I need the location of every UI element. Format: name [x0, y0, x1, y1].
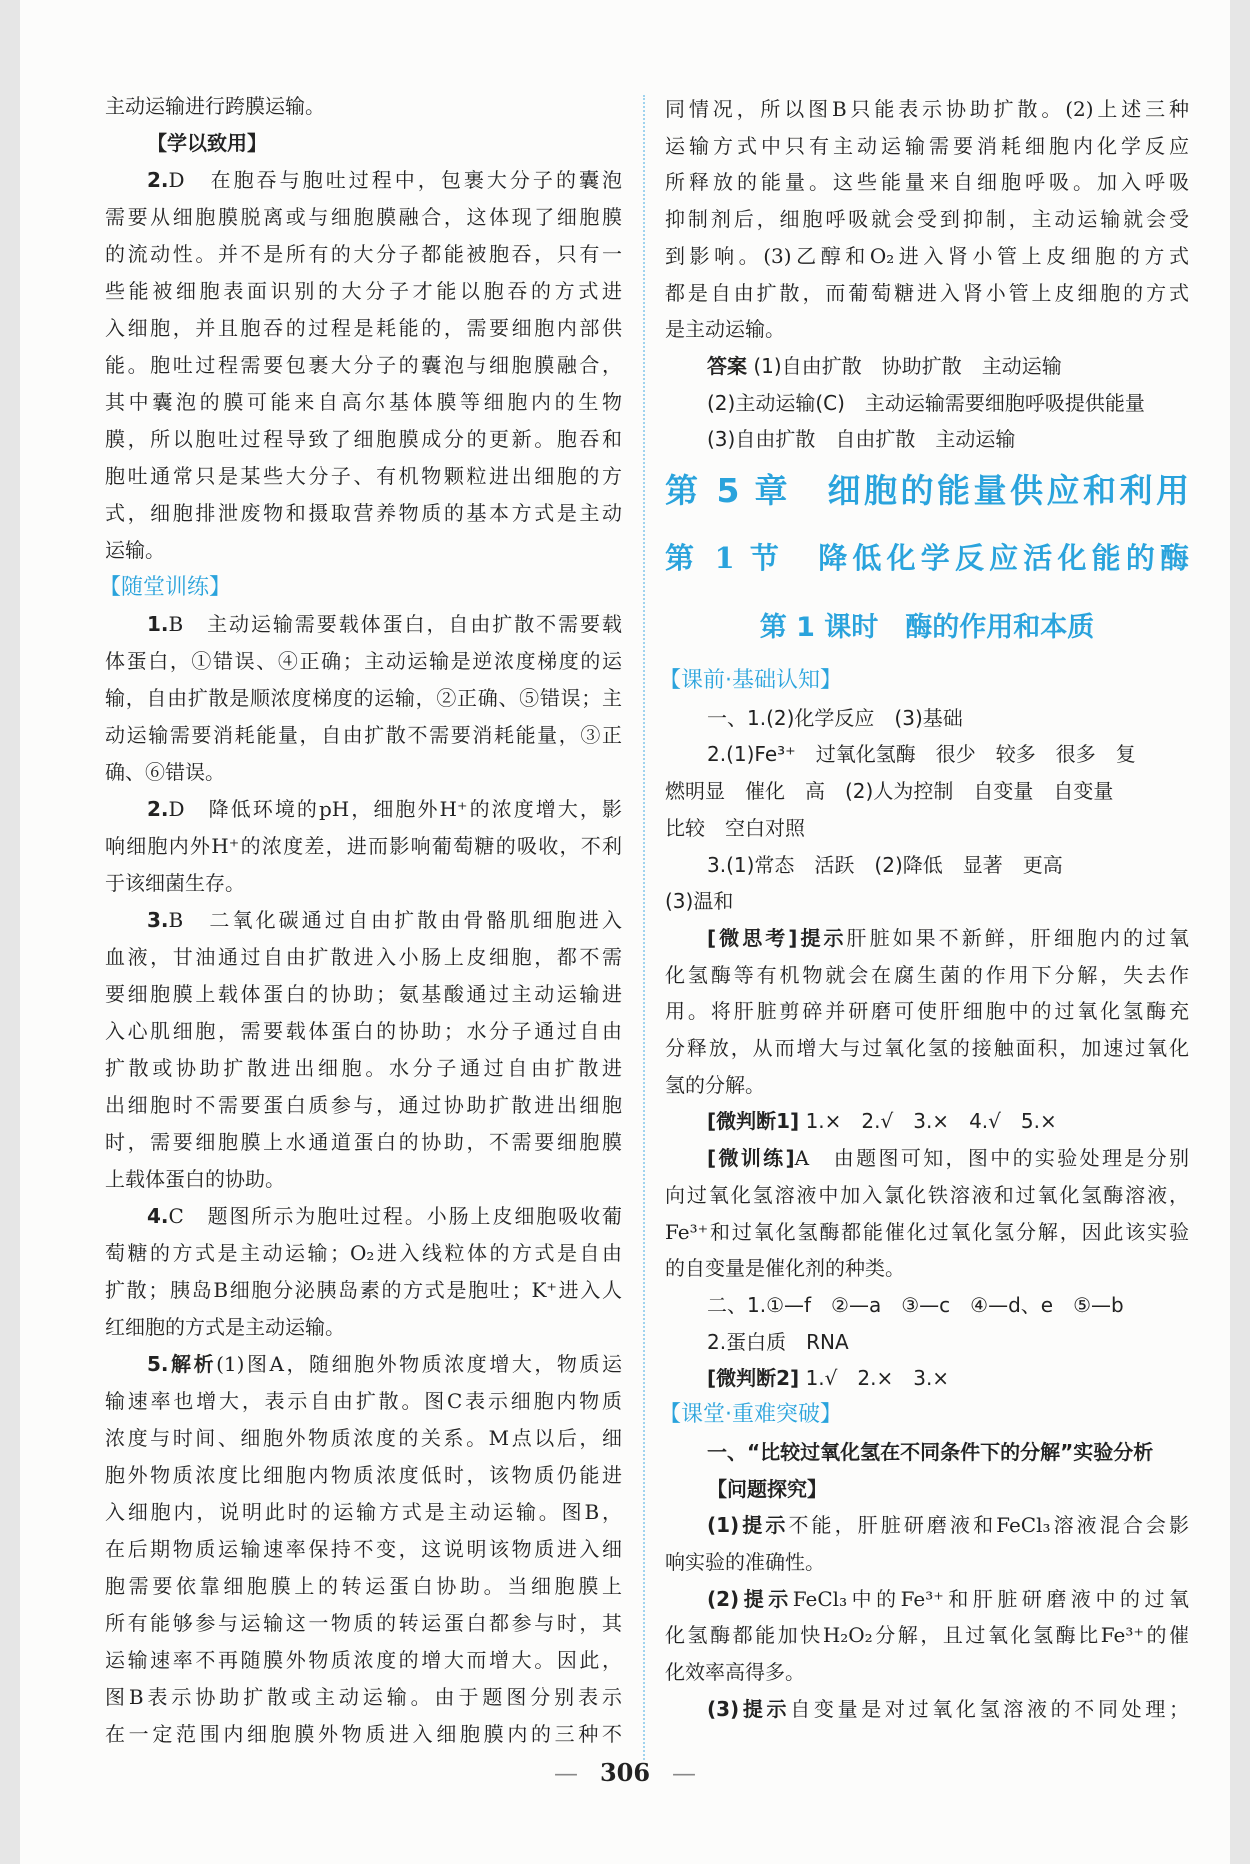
line-text: 化效率高得多。 [665, 1660, 805, 1685]
answer-paragraph [665, 1140, 1189, 1287]
line-text: 的流动性。并不是所有的大分子都能被胞吞，只有一 [105, 242, 622, 266]
text-line [105, 976, 622, 1013]
line-text: 入心肌细胞，需要载体蛋白的协助；水分子通过自由 [105, 1019, 622, 1043]
line-text: 上载体蛋白的协助。 [105, 1167, 285, 1191]
text-line [105, 754, 622, 791]
item-label: (1)提示 [707, 1513, 789, 1538]
answer-paragraph [105, 162, 622, 569]
text-line [105, 680, 622, 717]
text-line [665, 238, 1189, 275]
text-line [105, 384, 622, 421]
text-line [105, 1420, 622, 1457]
subheading: 【问题探究】 [707, 1476, 827, 1501]
text-line [105, 902, 622, 939]
line-text: 扩散或协助扩散进出细胞。水分子通过自由扩散进 [105, 1056, 622, 1080]
text-line [665, 128, 1189, 165]
answer-paragraph [105, 1346, 622, 1753]
line-text: 运输。 [105, 538, 165, 562]
line-text: 要细胞膜上载体蛋白的协助；氨基酸通过主动运输进 [105, 982, 622, 1006]
answer-text: 燃明显 催化 高 (2)人为控制 自变量 自变量 [665, 779, 1114, 804]
text-line [105, 717, 622, 754]
text-line [665, 1214, 1189, 1251]
line-text: FeCl₃中的Fe³⁺和肝脏研磨液中的过氧 [792, 1586, 1189, 1611]
text-line [105, 495, 622, 532]
text-line [665, 1250, 1189, 1287]
line-text: 不能，肝脏研磨液和FeCl₃溶液混合会影 [788, 1513, 1189, 1538]
answer-text: 1.× 2.√ 3.× 4.√ 5.× [805, 1109, 1057, 1134]
text-line [105, 1346, 622, 1383]
line-text: 向过氧化氢溶液中加入氯化铁溶液和过氧化氢酶溶液， [665, 1182, 1189, 1207]
line-text: 分释放，从而增大与过氧化氢的接触面积，加速过氧化 [665, 1036, 1189, 1061]
line-text: 胞外物质浓度比细胞内物质浓度低时，该物质仍能进 [105, 1463, 622, 1487]
answer-label: [微判断1] [707, 1109, 800, 1134]
line-text: 响细胞内外H⁺的浓度差，进而影响葡萄糖的吸收，不利 [105, 834, 622, 858]
item-label: [微训练] [707, 1146, 795, 1171]
text-line [105, 1198, 622, 1235]
answer-paragraph [665, 920, 1189, 1104]
answer-label: [微判断2] [707, 1366, 800, 1391]
line-text: 化氢酶都能加快H₂O₂分解，且过氧化氢酶比Fe³⁺的催 [665, 1623, 1189, 1648]
line-text: 肝脏如果不新鲜，肝细胞内的过氧 [846, 925, 1190, 950]
text-line [105, 606, 622, 643]
item-label: (3)提示 [707, 1696, 791, 1721]
answer-line [665, 421, 1189, 458]
text-line [105, 791, 622, 828]
text-line [665, 1140, 1189, 1177]
line-text: 氢的分解。 [665, 1072, 765, 1097]
line-text: Fe³⁺和过氧化氢酶都能催化过氧化氢分解，因此该实验 [665, 1219, 1189, 1244]
line-text: 血液，甘油通过自由扩散进入小肠上皮细胞，都不需 [105, 945, 622, 969]
text-line [105, 1716, 622, 1753]
line-text: 入细胞内，说明此时的运输方式是主动运输。图B， [105, 1500, 622, 1524]
continued-paragraph [105, 88, 622, 125]
answer-line [665, 773, 1189, 810]
section-heading: 【随堂训练】 [99, 575, 232, 600]
text-line [665, 1544, 1189, 1581]
text-line [105, 162, 622, 199]
line-text: 主动运输进行跨膜运输。 [105, 94, 325, 118]
text-line [105, 1235, 622, 1272]
line-text: 出细胞时不需要蛋白质参与，通过协助扩散进出细胞 [105, 1093, 622, 1117]
line-text: 动运输需要消耗能量，自由扩散不需要消耗能量，③正 [105, 723, 622, 747]
line-text: 用。将肝脏剪碎并研磨可使肝细胞中的过氧化氢酶充 [665, 999, 1189, 1024]
text-line [665, 91, 1189, 128]
answer-text: 1.√ 2.× 3.× [805, 1366, 950, 1391]
subheading: 【学以致用】 [147, 131, 267, 155]
line-text: 式，细胞排泄废物和摄取营养物质的基本方式是主动 [105, 501, 622, 525]
line-text: 输速率也增大，表示自由扩散。图C表示细胞内物质 [105, 1389, 622, 1413]
answer-line [665, 883, 1189, 920]
text-line [665, 311, 1189, 348]
text-line [665, 201, 1189, 238]
answer-line [665, 810, 1189, 847]
line-text: 输，自由扩散是顺浓度梯度的运输，②正确、⑤错误；主 [105, 686, 622, 710]
section-heading: 【课前·基础认知】 [659, 668, 842, 694]
item-label: 4. [147, 1204, 169, 1228]
item-label: 3. [147, 908, 169, 932]
text-line [105, 421, 622, 458]
text-line [105, 273, 622, 310]
page-number-value: 306 [599, 1758, 651, 1787]
answer-paragraph [105, 606, 622, 791]
answer-line [665, 736, 1189, 773]
text-line [665, 275, 1189, 312]
line-text: 运输速率不再随膜外物质浓度的增大而增大。因此， [105, 1648, 622, 1672]
line-text: (1)图A，随细胞外物质浓度增大，物质运 [216, 1352, 622, 1376]
text-line [105, 1642, 622, 1679]
item-label: 2. [147, 168, 169, 192]
subheading: 一、“比较过氧化氢在不同条件下的分解”实验分析 [707, 1439, 1154, 1464]
answer-line [665, 1287, 1189, 1324]
line-text: D 降低环境的pH，细胞外H⁺的浓度增大，影 [168, 797, 622, 821]
section-title: 第 1 节 降低化学反应活化能的酶 [665, 541, 1189, 576]
text-line [105, 1272, 622, 1309]
text-line [105, 310, 622, 347]
answer-text: 2.蛋白质 RNA [707, 1329, 849, 1354]
answer-line [665, 700, 1189, 737]
line-text: 需要从细胞膜脱离或与细胞膜融合，这体现了细胞膜 [105, 205, 622, 229]
text-line [105, 1605, 622, 1642]
answer-line [665, 1360, 1189, 1397]
line-text: 体蛋白，①错误、④正确；主动运输是逆浓度梯度的运 [105, 649, 622, 673]
item-label: [微思考]提示 [707, 925, 847, 950]
column-divider [643, 95, 645, 1760]
line-text: 些能被细胞表面识别的大分子才能以胞吞的方式进 [105, 279, 622, 303]
text-line [665, 957, 1189, 994]
line-text: 是主动运输。 [665, 317, 785, 342]
continued-paragraph [665, 91, 1189, 348]
answer-text: 一、1.(2)化学反应 (3)基础 [707, 705, 963, 730]
line-text: 的自变量是催化剂的种类。 [665, 1256, 905, 1281]
answer-paragraph [105, 902, 622, 1198]
item-label: (2)提示 [707, 1586, 793, 1611]
text-line [105, 458, 622, 495]
text-line [665, 164, 1189, 201]
line-text: 所释放的能量。这些能量来自细胞呼吸。加入呼吸 [665, 170, 1189, 195]
answer-text: 3.(1)常态 活跃 (2)降低 显著 更高 [707, 852, 1063, 877]
text-line [105, 865, 622, 902]
answer-text: 二、1.①—f ②—a ③—c ④—d、e ⑤—b [707, 1292, 1124, 1317]
text-line [665, 1691, 1189, 1728]
text-line [105, 88, 622, 125]
text-line [105, 1457, 622, 1494]
text-line [105, 939, 622, 976]
chapter-title: 第 5 章 细胞的能量供应和利用 [665, 471, 1189, 511]
line-text: 响实验的准确性。 [665, 1549, 825, 1574]
answer-text: (1)自由扩散 协助扩散 主动运输 [753, 353, 1062, 378]
text-line [665, 993, 1189, 1030]
line-text: B 主动运输需要载体蛋白，自由扩散不需要载 [168, 612, 622, 636]
line-text: 能。胞吐过程需要包裹大分子的囊泡与细胞膜融合， [105, 353, 622, 377]
answer-paragraph [665, 1581, 1189, 1691]
left-column [99, 88, 622, 1753]
line-text: 图B表示协助扩散或主动运输。由于题图分别表示 [105, 1685, 622, 1709]
lesson-title: 第 1 课时 酶的作用和本质 [759, 612, 1095, 644]
section-heading: 【课堂·重难突破】 [659, 1402, 842, 1428]
line-text: 在一定范围内细胞膜外物质进入细胞膜内的三种不 [105, 1722, 622, 1746]
right-column [659, 91, 1190, 1727]
line-text: 胞吐通常只是某些大分子、有机物颗粒进出细胞的方 [105, 464, 622, 488]
text-line [105, 1383, 622, 1420]
item-label: 1. [147, 612, 169, 636]
line-text: 入细胞，并且胞吞的过程是耗能的，需要细胞内部供 [105, 316, 622, 340]
text-line [105, 236, 622, 273]
line-text: 化氢酶等有机物就会在腐生菌的作用下分解，失去作 [665, 962, 1189, 987]
text-line [665, 1581, 1189, 1618]
line-text: 于该细菌生存。 [105, 871, 245, 895]
answer-text: (2)主动运输(C) 主动运输需要细胞呼吸提供能量 [707, 390, 1145, 415]
line-text: D 在胞吞与胞吐过程中，包裹大分子的囊泡 [168, 168, 622, 192]
text-line [105, 1013, 622, 1050]
answer-label: 答案 [707, 353, 747, 378]
line-text: 时，需要细胞膜上水通道蛋白的协助，不需要细胞膜 [105, 1130, 622, 1154]
line-text: B 二氧化碳通过自由扩散由骨骼肌细胞进入 [168, 908, 622, 932]
line-text: 自变量是对过氧化氢溶液的不同处理； [790, 1696, 1189, 1721]
text-line [105, 1050, 622, 1087]
text-line [105, 1568, 622, 1605]
text-line [665, 1654, 1189, 1691]
answer-paragraph [665, 1691, 1189, 1728]
answer-line [665, 847, 1189, 884]
item-label: 2. [147, 797, 169, 821]
text-line [105, 1087, 622, 1124]
text-line [105, 1494, 622, 1531]
answer-text: 2.(1)Fe³⁺ 过氧化氢酶 很少 较多 很多 复 [707, 742, 1136, 767]
text-line [105, 1679, 622, 1716]
text-line [665, 1177, 1189, 1214]
line-text: 在后期物质运输速率保持不变，这说明该物质进入细 [105, 1537, 622, 1561]
answer-text: (3)自由扩散 自由扩散 主动运输 [707, 427, 1016, 452]
text-line [105, 1161, 622, 1198]
text-line [665, 1030, 1189, 1067]
answer-line [665, 385, 1189, 422]
answer-line [665, 1103, 1189, 1140]
line-text: 胞需要依靠细胞膜上的转运蛋白协助。当细胞膜上 [105, 1574, 622, 1598]
line-text: C 题图所示为胞吐过程。小肠上皮细胞吸收葡 [168, 1204, 622, 1228]
line-text: 所有能够参与运输这一物质的转运蛋白都参与时，其 [105, 1611, 622, 1635]
text-line [105, 1309, 622, 1346]
line-text: 运输方式中只有主动运输需要消耗细胞内化学反应 [665, 133, 1189, 158]
line-text: 扩散；胰岛B细胞分泌胰岛素的方式是胞吐；K⁺进入人 [105, 1278, 622, 1302]
text-line [105, 828, 622, 865]
answer-paragraph [105, 791, 622, 902]
answer-line [665, 1324, 1189, 1361]
line-text: 到影响。(3)乙醇和O₂进入肾小管上皮细胞的方式 [665, 243, 1189, 268]
line-text: 浓度与时间、细胞外物质浓度的关系。M点以后，细 [105, 1426, 622, 1450]
text-line [105, 1124, 622, 1161]
text-line [105, 643, 622, 680]
line-text: A 由题图可知，图中的实验处理是分别 [794, 1146, 1189, 1171]
page-number: — 306 — [553, 1758, 697, 1787]
line-text: 膜，所以胞吐过程导致了细胞膜成分的更新。胞吞和 [105, 427, 622, 451]
text-line [105, 1531, 622, 1568]
text-line [665, 1067, 1189, 1104]
item-label: 5.解析 [147, 1352, 217, 1376]
answer-paragraph [665, 1507, 1189, 1580]
answer-text: (3)温和 [665, 889, 734, 914]
text-line [105, 532, 622, 569]
text-line [665, 1507, 1189, 1544]
line-text: 确、⑥错误。 [105, 760, 225, 784]
text-line [105, 347, 622, 384]
line-text: 其中囊泡的膜可能来自高尔基体膜等细胞内的生物 [105, 390, 622, 414]
line-text: 萄糖的方式是主动运输；O₂进入线粒体的方式是自由 [105, 1241, 622, 1265]
text-line [105, 199, 622, 236]
text-line [665, 920, 1189, 957]
line-text: 同情况，所以图B只能表示协助扩散。(2)上述三种 [665, 97, 1189, 121]
text-line [665, 1617, 1189, 1654]
line-text: 抑制剂后，细胞呼吸就会受到抑制，主动运输就会受 [665, 207, 1189, 232]
line-text: 红细胞的方式是主动运输。 [105, 1315, 345, 1339]
answer-paragraph [105, 1198, 622, 1346]
line-text: 都是自由扩散，而葡萄糖进入肾小管上皮细胞的方式 [665, 280, 1189, 305]
answer-text: 比较 空白对照 [665, 815, 805, 840]
answer-line [665, 348, 1189, 385]
